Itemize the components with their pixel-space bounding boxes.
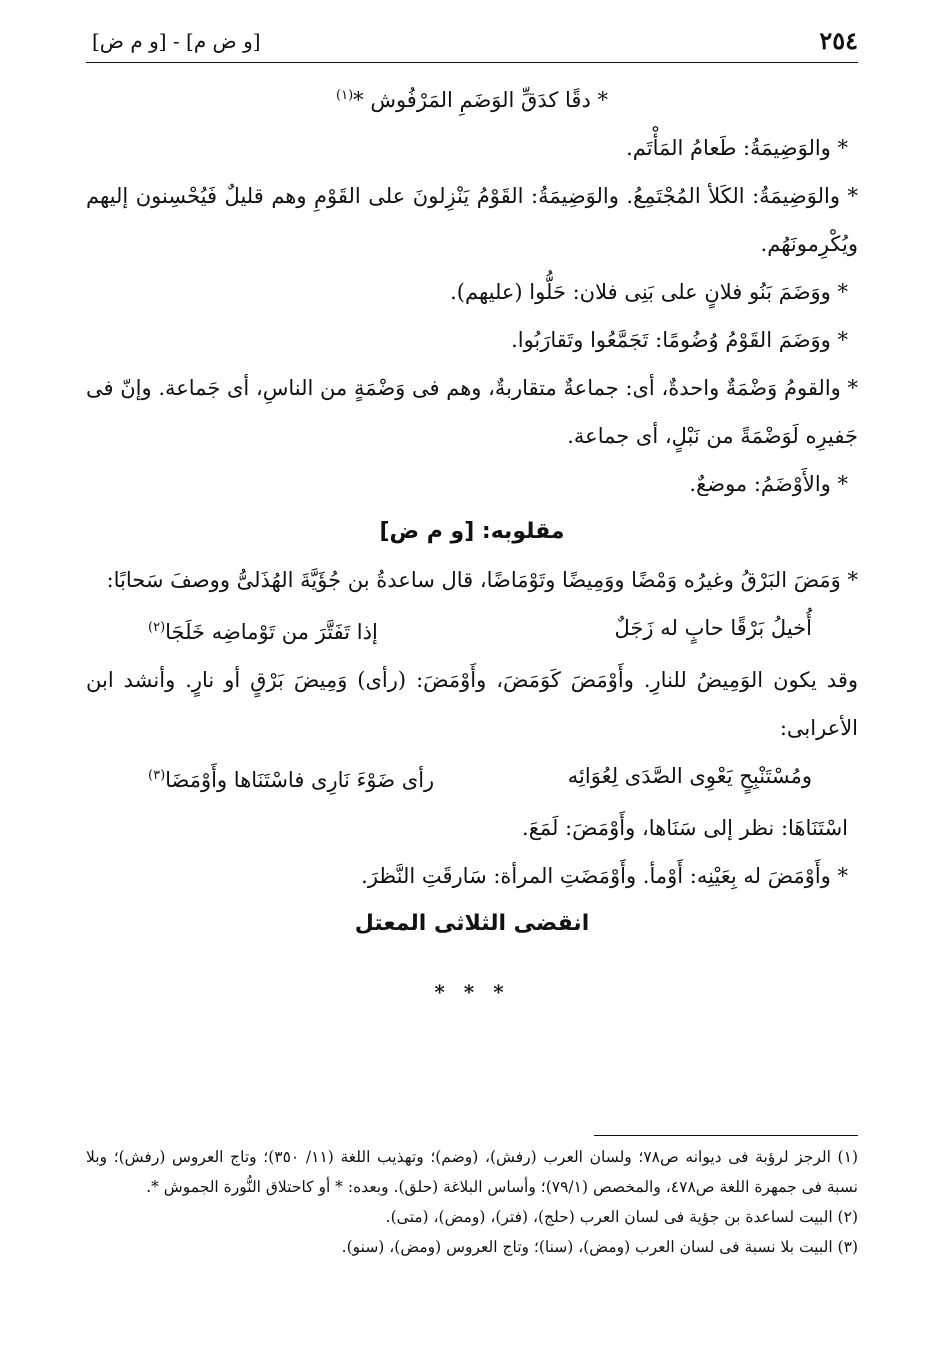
footnote-ref: (١)	[336, 88, 354, 103]
closing-heading: انقضى الثلاثى المعتل	[354, 911, 590, 936]
paragraph: وقد يكون الوَمِيضُ للنارِ. وأَوْمَضَ كَوَمَضَ، وأَوْمَضَ: (رأى) وَمِيضَ بَرْقٍ أو نارٍ. وأنشد ابن الأعرابى:	[86, 668, 858, 740]
paragraph: * والوَضِيمَةُ: طَعامُ المَأْتَم.	[626, 136, 848, 160]
verse-hemistich-second: إذا تَفَتَّرَ من تَوْماضِه خَلَجَا$^{(٢)}$	[148, 620, 378, 644]
section-end-stars: * * *	[434, 980, 510, 1004]
paragraph: * ووَضَمَ القَوْمُ وُضُومًا: تَجَمَّعُوا وتَقارَبُوا.	[511, 328, 848, 352]
verse-hemistich-second: رأى ضَوْءَ نَارِى فاسْتَنَاها وأَوْمَضَا$^{(٣)}$	[148, 768, 435, 792]
paragraph: * ووَضَمَ بَنُو فلانٍ على بَنِى فلان: حَلُّوا (عليهم).	[450, 280, 848, 304]
footnote: (١) الرجز لرؤبة فى ديوانه ص٧٨؛ ولسان العرب (رفش)، (وضم)؛ وتهذيب اللغة (١١/ ٣٥٠)؛ وتاج العروس (رفش)؛ وبلا نسبة فى جمهرة اللغة ص٤٧٨، والمخصص (٧٩/١)؛ وأساس البلاغة (حلق). وبعده: * أو كاحتلاق النُّورة الجموش *.	[86, 1148, 858, 1196]
page-number: ٢٥٤	[819, 26, 858, 55]
footnote-rule	[594, 1135, 858, 1136]
verse-line	[86, 752, 858, 804]
verse-hemistich-first: أُخيلُ بَرْقًا حابٍ له زَجَلٌ	[614, 616, 812, 640]
footnote-ref: (٣)	[148, 768, 166, 783]
footnote: (٣) البيت بلا نسبة فى لسان العرب (ومض)، (سنا)؛ وتاج العروس (ومض)، (سنو).	[341, 1238, 858, 1256]
paragraph: * والوَضِيمَةُ: الكَلأ المُجْتَمِعُ. والوَضِيمَةُ: القَوْمُ يَنْزِلونَ على القَوْمِ وهم قليلٌ فَيُحْسِنون إليهم ويُكْرِمونَهُم.	[86, 184, 858, 256]
main-text	[86, 72, 858, 1016]
paragraph: اسْتَنَاهَا: نظر إلى سَنَاها، وأَوْمَضَ: لَمَعَ.	[522, 816, 848, 840]
footnote-ref: (٢)	[148, 620, 166, 635]
rajaz-line: * دقًا كدَقِّ الوَضَمِ المَرْفُوش *$^{(١)}$	[336, 88, 608, 112]
paragraph: * والأَوْضَمُ: موضعٌ.	[689, 472, 848, 496]
paragraph: * وأَوْمَضَ له بِعَيْنِه: أَوْمأ. وأَوْمَضَتِ المرأة: سَارقَتِ النَّظرَ.	[361, 864, 848, 888]
header-rule	[86, 62, 858, 63]
running-head: [و ض م] - [و م ض]	[92, 29, 261, 53]
paragraph: * والقومُ وَضْمَةٌ واحدةٌ، أى: جماعةٌ متقاربةٌ، وهم فى وَضْمَةٍ من الناسِ، أى جَماعة. وإنّ فى جَفيرِه لَوَضْمَةً من نَبْلٍ، أى جماعة.	[86, 376, 858, 448]
verse-line	[86, 604, 858, 656]
paragraph: * وَمَضَ البَرْقُ وغيرُه وَمْضًا ووَمِيضًا وتَوْمَاضًا، قال ساعدةُ بن جُؤَيَّةَ الهُذَلىُّ ووصفَ سَحابًا:	[106, 568, 858, 592]
section-heading: مقلوبه: [و م ض]	[379, 519, 565, 544]
verse-hemistich-first: ومُسْتَنْبِحٍ يَعْوِى الصَّدَى لِعُوَائِه	[567, 764, 812, 788]
footnote: (٢) البيت لساعدة بن جؤية فى لسان العرب (حلج)، (فتر)، (ومض)، (متى).	[385, 1208, 858, 1226]
footnotes	[86, 1142, 858, 1262]
